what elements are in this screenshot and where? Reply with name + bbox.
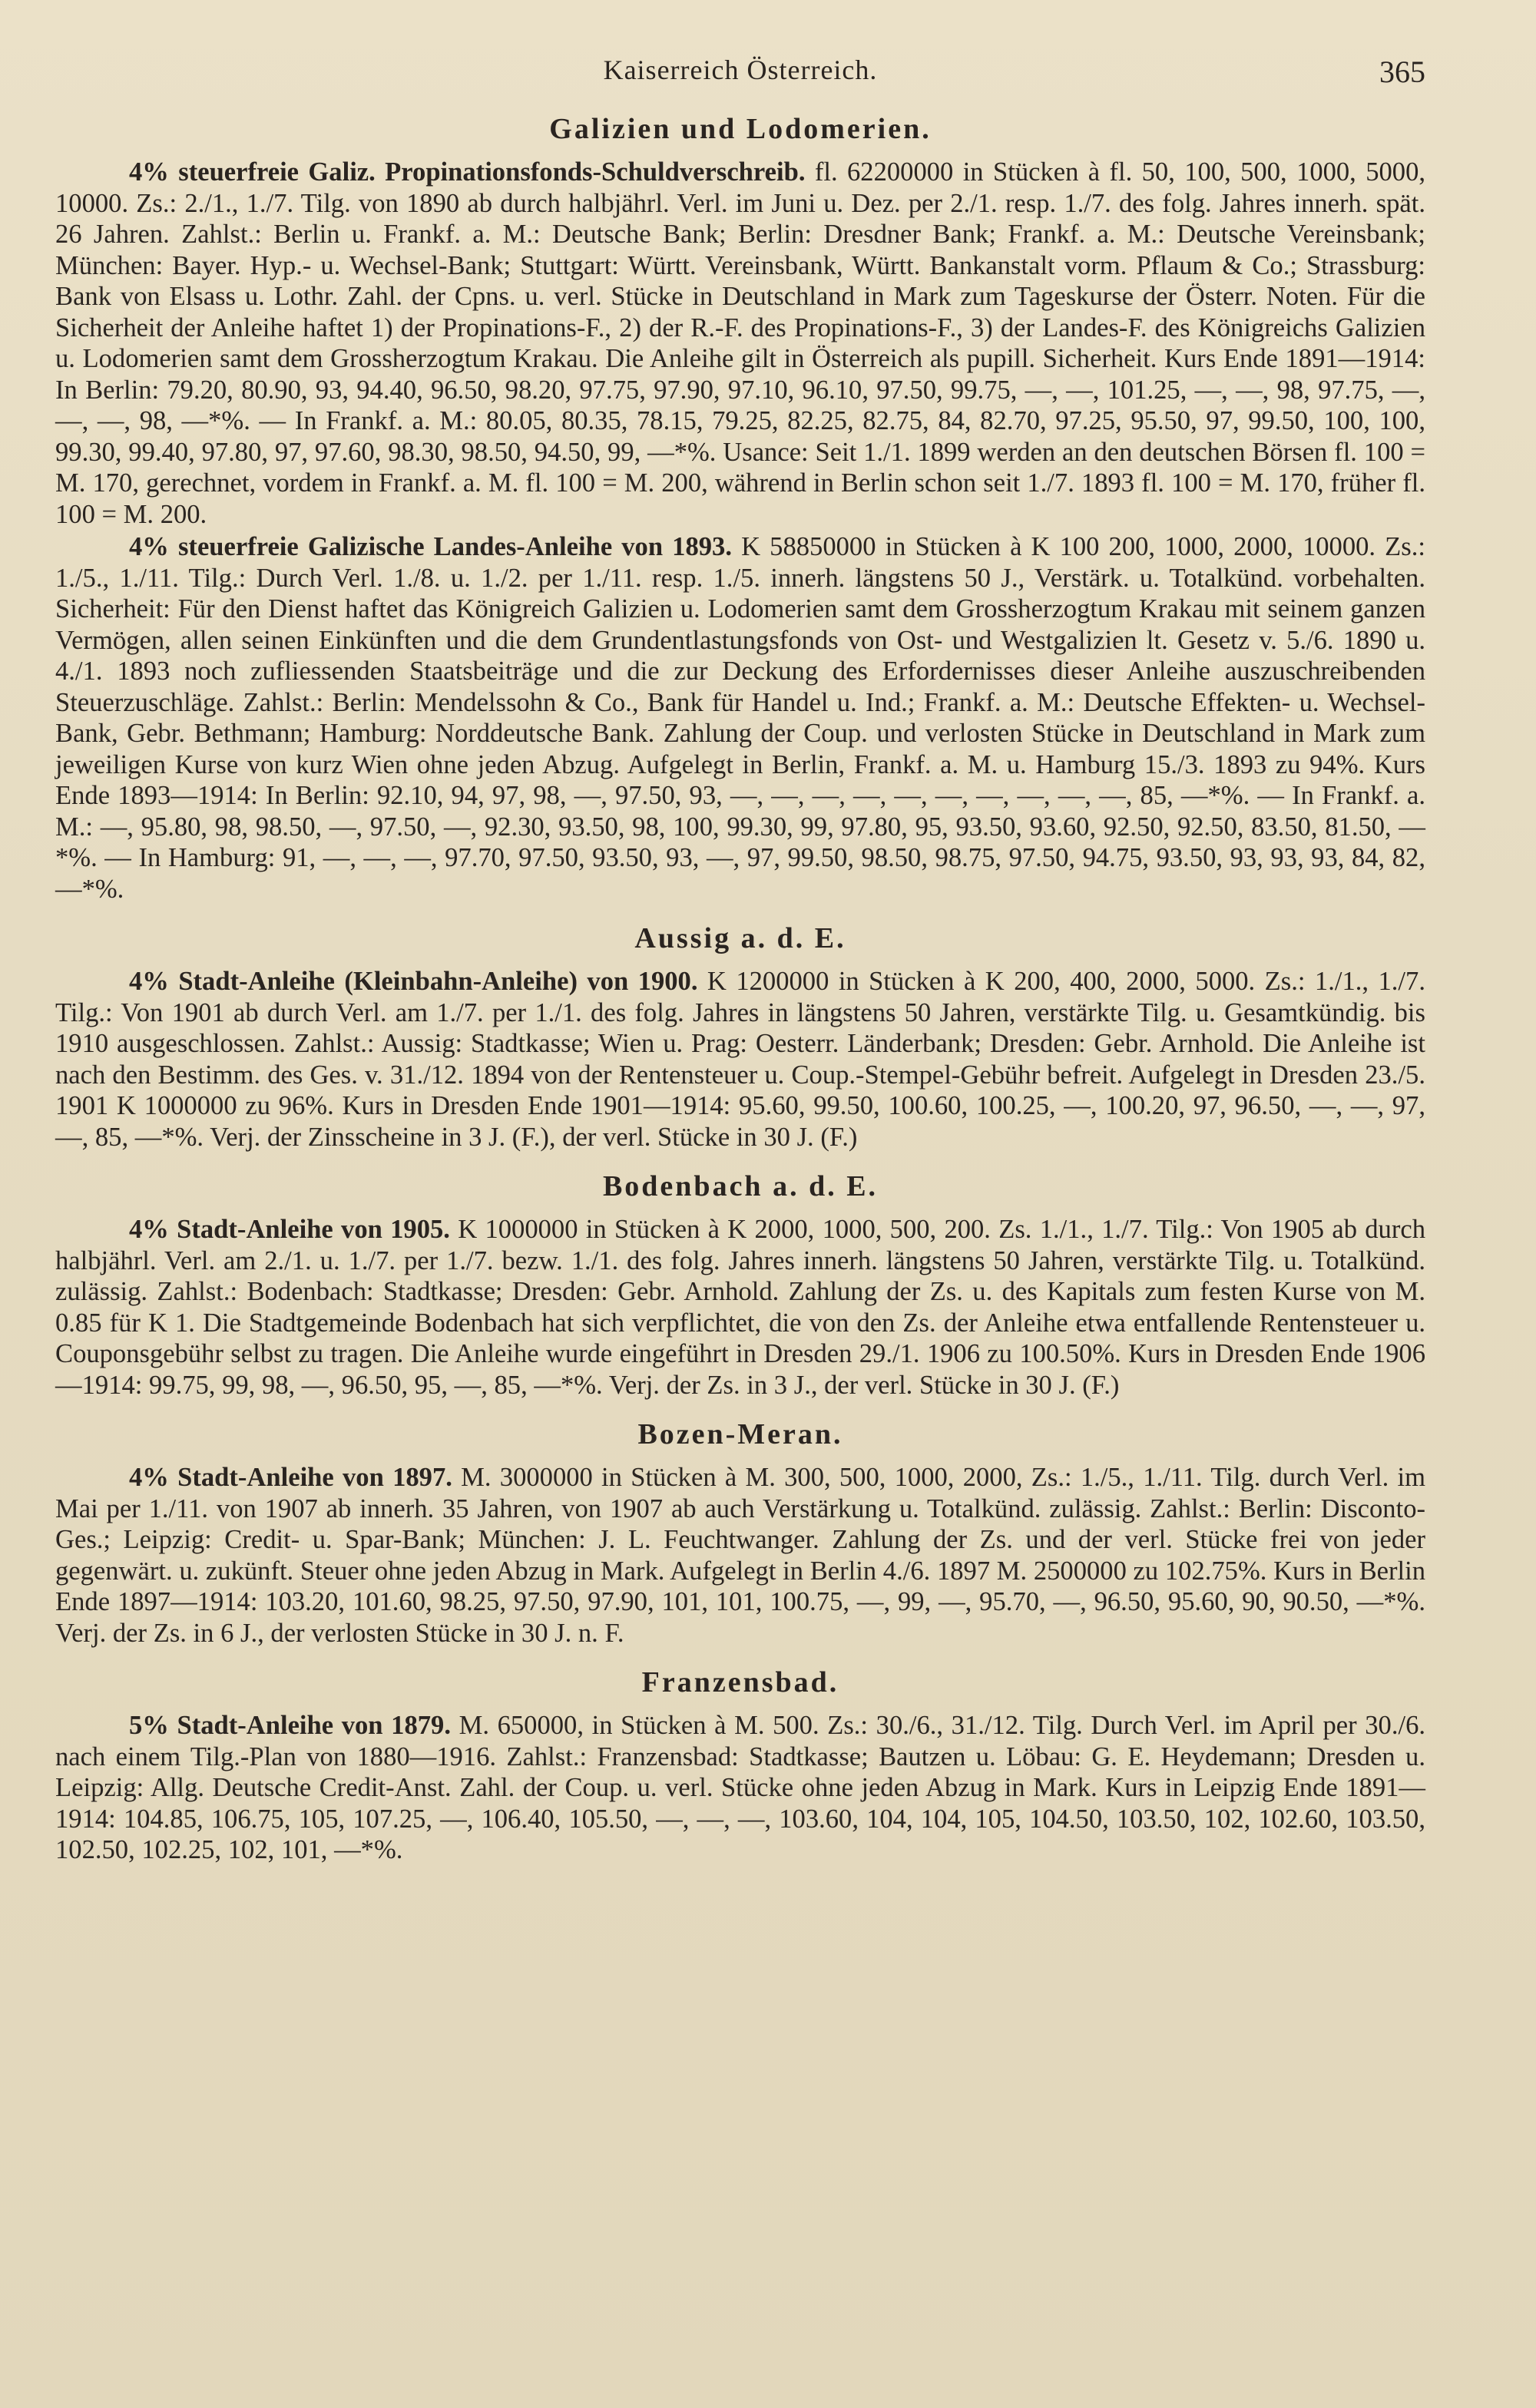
section-heading: Bodenbach a. d. E. [602,1170,879,1202]
entry-title: 5% Stadt-Anleihe von 1879. [129,1711,451,1740]
section-franzensbad [55,1665,1425,1866]
entry-landes-anleihe-1893 [55,531,1425,905]
section-galizien [55,112,1425,905]
entry-title: 4% Stadt-Anleihe von 1897. [129,1463,452,1492]
running-title: Kaiserreich Österreich. [603,55,878,85]
page-content [55,46,1425,1867]
section-heading: Bozen-Meran. [637,1418,843,1450]
entry-body: fl. 62200000 in Stücken à fl. 50, 100, 500, 1000, 5000, 10000. Zs.: 2./1., 1./7. Tilg. von 1890 ab durch halbjährl. Verl. im Juni u. Dez. per 2./1. resp. 1./7. des folg. Jahres innerh. spät. 26 Jahren. Zahlst.: Berlin u. Frankf. a. M.: Deutsche Bank; Berlin: Dresdner Bank; Frankf. a. M.: Deutsche Vereinsbank; München: Bayer. Hyp.- u. Wechsel-Bank; Stuttgart: Württ. Vereinsbank, Württ. Bankanstalt vorm. Pflaum & Co.; Strassburg: Bank von Elsass u. Lothr. Zahl. der Cpns. u. verl. Stücke in Deutschland in Mark zum Tageskurse der Österr. Noten. Für die Sicherheit der Anleihe haftet 1) der Propinations-F., 2) der R.-F. des Propinations-F., 3) der Landes-F. des Königreichs Galizien u. Lodomerien samt dem Grossherzogtum Krakau. Die Anleihe gilt in Österreich als pupill. Sicherheit. Kurs Ende 1891—1914: In Berlin: 79.20, 80.90, 93, 94.40, 96.50, 98.20, 97.75, 97.90, 97.10, 96.10, 97.50, 99.75, —, —, 101.25, —, —, 98, 97.75, —, —, —, 98, —*%. — In Frankf. a. M.: 80.05, 80.35, 78.15, 79.25, 82.25, 82.75, 84, 82.70, 97.25, 95.50, 97, 99.50, 100, 100, 99.30, 99.40, 97.80, 97, 97.60, 98.30, 98.50, 94.50, 99, —*%. Usance: Seit 1./1. 1899 werden an den deutschen Börsen fl. 100 = M. 170, gerechnet, vordem in Frankf. a. M. fl. 100 = M. 200, während in Berlin schon seit 1./7. 1893 fl. 100 = M. 170, früher fl. 100 = M. 200. [55,157,1426,529]
entry-propinationsfonds [55,157,1425,530]
section-bozen-meran [55,1417,1425,1649]
section-heading: Franzensbad. [641,1666,839,1698]
entry-body: K 58850000 in Stücken à K 100 200, 1000, 2000, 10000. Zs.: 1./5., 1./11. Tilg.: Durch Verl. 1./8. u. 1./2. per 1./11. resp. 1./5. innerh. längstens 50 J., Verstärk. u. Totalkünd. vorbehalten. Sicherheit: Für den Dienst haftet das Königreich Galizien u. Lodomerien samt dem Grossherzogtum Krakau mit seinem ganzen Vermögen, allen seinen Einkünften und die dem Grundentlastungsfonds von Ost- und Westgalizien lt. Gesetz v. 5./6. 1890 u. 4./1. 1893 noch zufliessenden Staatsbeiträge und die zur Deckung des Erfordernisses dieser Anleihe auszuschreibenden Steuerzuschläge. Zahlst.: Berlin: Mendelssohn & Co., Bank für Handel u. Ind.; Frankf. a. M.: Deutsche Effekten- u. Wechsel-Bank, Gebr. Bethmann; Hamburg: Norddeutsche Bank. Zahlung der Coup. und verlosten Stücke in Deutschland in Mark zum jeweiligen Kurse von kurz Wien ohne jeden Abzug. Aufgelegt in Berlin, Frankf. a. M. u. Hamburg 15./3. 1893 zu 94%. Kurs Ende 1893—1914: In Berlin: 92.10, 94, 97, 98, —, 97.50, 93, —, —, —, —, —, —, —, —, —, —, 85, —*%. — In Frankf. a. M.: —, 95.80, 98, 98.50, —, 97.50, —, 92.30, 93.50, 98, 100, 99.30, 99, 97.80, 95, 93.50, 93.60, 92.50, 92.50, 83.50, 81.50, —*%. — In Hamburg: 91, —, —, —, 97.70, 97.50, 93.50, 93, —, 97, 99.50, 98.50, 98.75, 97.50, 94.75, 93.50, 93, 93, 93, 84, 82, —*%. [55,532,1425,904]
page-number: 365 [1379,55,1425,89]
section-heading: Aussig a. d. E. [634,922,846,954]
entry-title: 4% Stadt-Anleihe von 1905. [129,1215,450,1244]
entry-title: 4% steuerfreie Galizische Landes-Anleihe von 1893. [129,532,732,561]
entry-body: M. 3000000 in Stücken à M. 300, 500, 1000, 2000, Zs.: 1./5., 1./11. Tilg. durch Verl. im Mai per 1./11. von 1907 ab innerh. 35 Jahren, von 1907 ab auch Verstärkung u. Totalkünd. zulässig. Zahlst.: Berlin: Disconto-Ges.; Leipzig: Credit- u. Spar-Bank; München: J. L. Feuchtwanger. Zahlung der Zs. und der verl. Stücke frei von jeder gegenwärt. u. zukünft. Steuer ohne jeden Abzug in Mark. Aufgelegt in Berlin 4./6. 1897 M. 2500000 zu 102.75%. Kurs in Berlin Ende 1897—1914: 103.20, 101.60, 98.25, 97.50, 97.90, 101, 101, 100.75, —, 99, —, 95.70, —, 96.50, 95.60, 90, 90.50, —*%. Verj. der Zs. in 6 J., der verlosten Stücke in 30 J. n. F. [55,1463,1425,1648]
entry-stadt-anleihe-1879 [55,1710,1425,1866]
section-bodenbach [55,1169,1425,1401]
entry-stadt-anleihe-1900 [55,966,1425,1153]
entry-title: 4% Stadt-Anleihe (Kleinbahn-Anleihe) von 1900. [129,967,698,996]
section-heading: Galizien und Lodomerien. [549,113,932,145]
entry-stadt-anleihe-1905 [55,1214,1425,1401]
entry-body: M. 650000, in Stücken à M. 500. Zs.: 30./6., 31./12. Tilg. Durch Verl. im April per 30./6. nach einem Tilg.-Plan von 1880—1916. Zahlst.: Franzensbad: Stadtkasse; Bautzen u. Löbau: G. E. Heydemann; Dresden u. Leipzig: Allg. Deutsche Credit-Anst. Zahl. der Coup. u. verl. Stücke ohne jeden Abzug in Mark. Kurs in Leipzig Ende 1891—1914: 104.85, 106.75, 105, 107.25, —, 106.40, 105.50, —, —, —, 103.60, 104, 104, 105, 104.50, 103.50, 102, 102.60, 103.50, 102.50, 102.25, 102, 101, —*%. [55,1711,1425,1864]
entry-body: K 1200000 in Stücken à K 200, 400, 2000, 5000. Zs.: 1./1., 1./7. Tilg.: Von 1901 ab durch Verl. am 1./7. per 1./1. des folg. Jahres in längstens 50 Jahren, verstärkte Tilg. u. Gesamtkündig. bis 1910 ausgeschlossen. Zahlst.: Aussig: Stadtkasse; Wien u. Prag: Oesterr. Länderbank; Dresden: Gebr. Arnhold. Die Anleihe ist nach den Bestimm. des Ges. v. 31./12. 1894 von der Rentensteuer u. Coup.-Stempel-Gebühr befreit. Aufgelegt in Dresden 23./5. 1901 K 1000000 zu 96%. Kurs in Dresden Ende 1901—1914: 95.60, 99.50, 100.60, 100.25, —, 100.20, 97, 96.50, —, —, 97, —, 85, —*%. Verj. der Zinsscheine in 3 J. (F.), der verl. Stücke in 30 J. (F.) [55,967,1425,1152]
section-aussig [55,921,1425,1153]
entry-body: K 1000000 in Stücken à K 2000, 1000, 500, 200. Zs. 1./1., 1./7. Tilg.: Von 1905 ab durch halbjährl. Verl. am 2./1. u. 1./7. per 1./7. bezw. 1./1. des folg. Jahres innerh. längstens 50 Jahren, verstärkte Tilg. u. Totalkünd. zulässig. Zahlst.: Bodenbach: Stadtkasse; Dresden: Gebr. Arnhold. Zahlung der Zs. u. des Kapitals zum festen Kurse von M. 0.85 für K 1. Die Stadtgemeinde Bodenbach hat sich verpflichtet, die von den Zs. der Anleihe etwa entfallende Rentensteuer u. Couponsgebühr selbst zu tragen. Die Anleihe wurde eingeführt in Dresden 29./1. 1906 zu 100.50%. Kurs in Dresden Ende 1906—1914: 99.75, 99, 98, —, 96.50, 95, —, 85, —*%. Verj. der Zs. in 3 J., der verl. Stücke in 30 J. (F.) [55,1215,1426,1400]
entry-title: 4% steuerfreie Galiz. Propinationsfonds-Schuldverschreib. [129,157,806,187]
entry-stadt-anleihe-1897 [55,1462,1425,1649]
running-head [55,46,1425,95]
